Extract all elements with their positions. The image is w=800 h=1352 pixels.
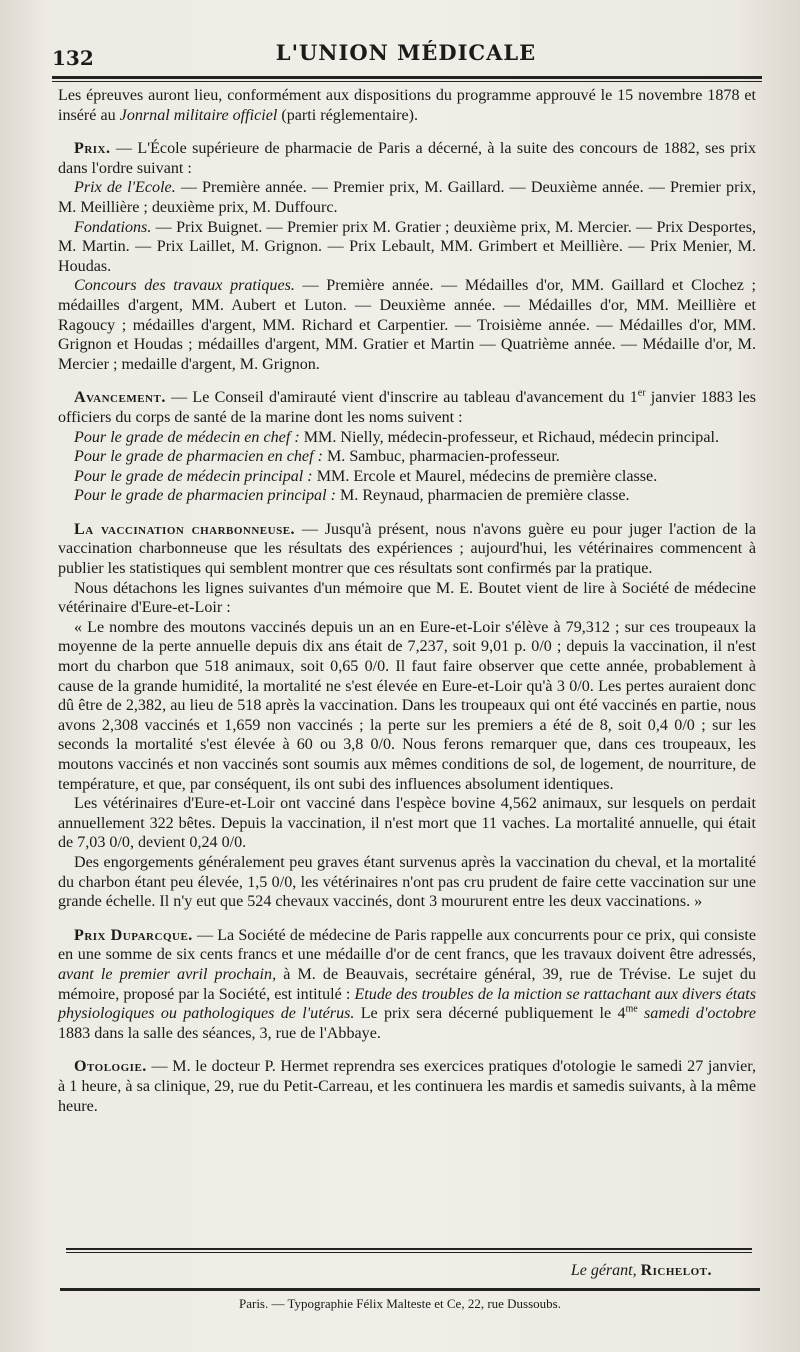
paragraph-quote-moutons: « Le nombre des moutons vaccinés depuis un an en Eure-et-Loir s'élève à 79,312 ; sur ces troupeaux la moyenne de la perte annuelle depuis dix ans était de 7,237, soit 9,01 p. 0/0 ; depuis la vaccination, il n'est mort du charbon que 518 animaux, soit 0,65 0/0. Il faut faire observer que cette année, probablement à cause de la grande humidité, la mortalité ne s'est élevée en Eure-et-Loir qu'à 3 0/0. Les pertes auraient donc dû être de 2,382, au lieu de 518 après la vaccination. Dans les troupeaux qui ont été vaccinés en partie, nous avons 2,308 vaccinés et 1,659 non vaccinés ; la perte sur les premiers a été de 8, soit 0,4 0/0 ; sur les seconds la mortalité s'est élevée à 60 ou 3,8 0/0. Nous ferons remarquer que, dans ces troupeaux, les moutons vaccinés et non vaccinés sont soumis aux mêmes conditions de sol, de logement, de nourriture, de température, et que, par conséquent, ils ont subi des influences absolument identiques. [58, 618, 756, 793]
fondations-text: — Prix Buignet. — Premier prix M. Gratier ; deuxième prix, M. Mercier. — Prix Desportes, M. Martin. — Prix Laillet, M. Grignon. — Prix Lebault, MM. Grimbert et Meillière. — Prix Menier, M. Houdas. [58, 218, 756, 275]
paragraph-quote-bovine: Les vétérinaires d'Eure-et-Loir ont vacciné dans l'espèce bovine 4,562 animaux, sur lesquels on perdait annuellement 322 bêtes. Depuis la vaccination, il n'est mort que 11 vaches. La mortalité annuelle, qui était de 7,03 0/0, devient 0,24 0/0. [58, 795, 756, 852]
paragraph-grade-pharmacien-principal [58, 486, 756, 506]
paragraph-boutet: Nous détachons les lignes suivantes d'un mémoire que M. E. Boutet vient de lire à Société de médecine vétérinaire d'Eure-et-Loir : [58, 579, 756, 617]
avancement-sup: er [637, 387, 646, 399]
page-number: 132 [52, 46, 94, 70]
signature [571, 1262, 712, 1280]
paragraph-avancement [58, 388, 756, 427]
header-rule [52, 76, 762, 82]
concours-text: — Première année. — Médailles d'or, MM. Gaillard et Clochez ; médailles d'argent, MM. Aubert et Luton. — Deuxième année. — Médailles d'or, MM. Meillière et Ragoucy ; médailles d'argent, MM. Richard et Carpentier. — Troisième année. — Médailles d'or, MM. Grignon et Houdas ; médailles d'argent, MM. Gratier et Martin — Quatrième année. — Médaille d'or, M. Mercier ; medaille d'argent, M. Grignon. [58, 277, 756, 373]
avancement-text-a: — Le Conseil d'amirauté vient d'inscrire au tableau d'avancement du 1 [171, 389, 638, 407]
paragraph-grade-medecin-chef [58, 428, 756, 448]
epreuves-tail: (parti réglementaire). [281, 106, 419, 124]
footer-rule [60, 1288, 760, 1291]
duparcque-text-a: — La Société de médecine de Paris rappelle aux concurrents pour ce prix, qui consiste en une somme de six cents francs et une médaille d'or de cent francs, que les travaux doivent être adressés, [58, 926, 756, 964]
prix-heading: Prix. [74, 140, 111, 158]
grade2-text: M. Sambuc, pharmacien-professeur. [326, 448, 560, 466]
running-title: L'UNION MÉDICALE [275, 40, 537, 65]
vaccination-heading: La vaccination charbonneuse. [74, 520, 296, 538]
signature-name: Richelot. [640, 1262, 712, 1279]
grade3-heading: Pour le grade de médecin principal : [74, 467, 313, 485]
journal-title: Jonrnal militaire officiel [119, 106, 278, 124]
grade4-heading: Pour le grade de pharmacien principal : [74, 487, 336, 505]
paragraph-duparcque [58, 926, 756, 1044]
fondations-heading: Fondations. [74, 218, 152, 236]
paragraph-vaccination [58, 520, 756, 579]
duparcque-deadline: avant le premier avril prochain, [58, 965, 277, 983]
duparcque-date: samedi d'octobre [637, 1005, 756, 1023]
avancement-heading: Avancement. [74, 389, 166, 407]
signature-label: Le gérant, [570, 1262, 637, 1279]
grade2-heading: Pour le grade de pharmacien en chef : [74, 448, 323, 466]
page-header [52, 38, 760, 68]
grade3-text: MM. Ercole et Maurel, médecins de première classe. [316, 467, 658, 485]
grade1-text: MM. Nielly, médecin-professeur, et Richaud, médecin principal. [303, 428, 719, 446]
ecole-heading: Prix de l'Ecole. [74, 179, 176, 197]
epreuves-text: Les épreuves auront lieu, conformément aux dispositions du programme approuvé le 15 novembre 1878 et inséré au [58, 87, 756, 124]
grade4-text: M. Reynaud, pharmacien de première classe. [339, 487, 630, 505]
grade1-heading: Pour le grade de médecin en chef : [74, 428, 300, 446]
article-body [58, 86, 756, 1116]
duparcque-subject: Etude des troubles de la miction se rattachant aux divers états physiologiques ou pathologiques de l'utérus. [58, 985, 756, 1023]
paragraph-grade-pharmacien-chef [58, 447, 756, 467]
duparcque-sup: me [625, 1003, 638, 1015]
paragraph-concours [58, 276, 756, 374]
duparcque-text-d: 1883 dans la salle des séances, 3, rue de l'Abbaye. [58, 1024, 381, 1042]
duparcque-text-c: Le prix sera décerné publiquement le 4 [360, 1005, 626, 1023]
paragraph-otologie [58, 1057, 756, 1116]
avancement-text-b: janvier 1883 les officiers du corps de santé de la marine dont les noms suivent : [58, 389, 756, 426]
ecole-text: — Première année. — Premier prix, M. Gaillard. — Deuxième année. — Premier prix, M. Meillière ; deuxième prix, M. Duffourc. [58, 179, 756, 216]
otologie-text: — M. le docteur P. Hermet reprendra ses exercices pratiques d'otologie le samedi 27 janvier, à 1 heure, à sa clinique, 29, rue du Petit-Carreau, et les continuera les mardis et samedis suivants, à la même heure. [58, 1058, 756, 1115]
duparcque-heading: Prix Duparcque. [74, 926, 193, 944]
paragraph-quote-cheval: Des engorgements généralement peu graves étant survenus après la vaccination du cheval, et la mortalité du charbon étant peu élevée, 1,5 0/0, les vétérinaires n'ont pas cru prudent de faire cette vaccination sur une grande échelle. Il n'y eut que 524 chevaux vaccinés, dont 3 moururent entre les deux vaccinations. » [58, 853, 756, 911]
vaccination-text: — Jusqu'à présent, nous n'avons guère eu pour juger l'action de la vaccination charbonneuse que les résultats des expériences ; aujourd'hui, les vétérinaires commencent à publier les statistiques qui semblent montrer que ces résultats sont confirmés par la pratique. [58, 520, 756, 578]
paragraph-grade-medecin-principal [58, 467, 756, 487]
paragraph-prix [58, 139, 756, 178]
otologie-heading: Otologie. [74, 1058, 147, 1076]
paragraph-epreuves [58, 86, 756, 125]
closing-rule [66, 1248, 752, 1253]
concours-heading: Concours des travaux pratiques. [74, 277, 295, 295]
printer-imprint: Paris. — Typographie Félix Malteste et Ce, 22, rue Dussoubs. [238, 1296, 561, 1311]
prix-text: — L'École supérieure de pharmacie de Paris a décerné, à la suite des concours de 1882, ses prix dans l'ordre suivant : [58, 140, 757, 177]
duparcque-text-b: à M. de Beauvais, secrétaire général, 39, rue de Trévise. Le sujet du mémoire, proposé par la Société, est intitulé : [58, 965, 756, 1003]
paragraph-prix-ecole [58, 178, 756, 217]
paragraph-fondations [58, 218, 756, 277]
